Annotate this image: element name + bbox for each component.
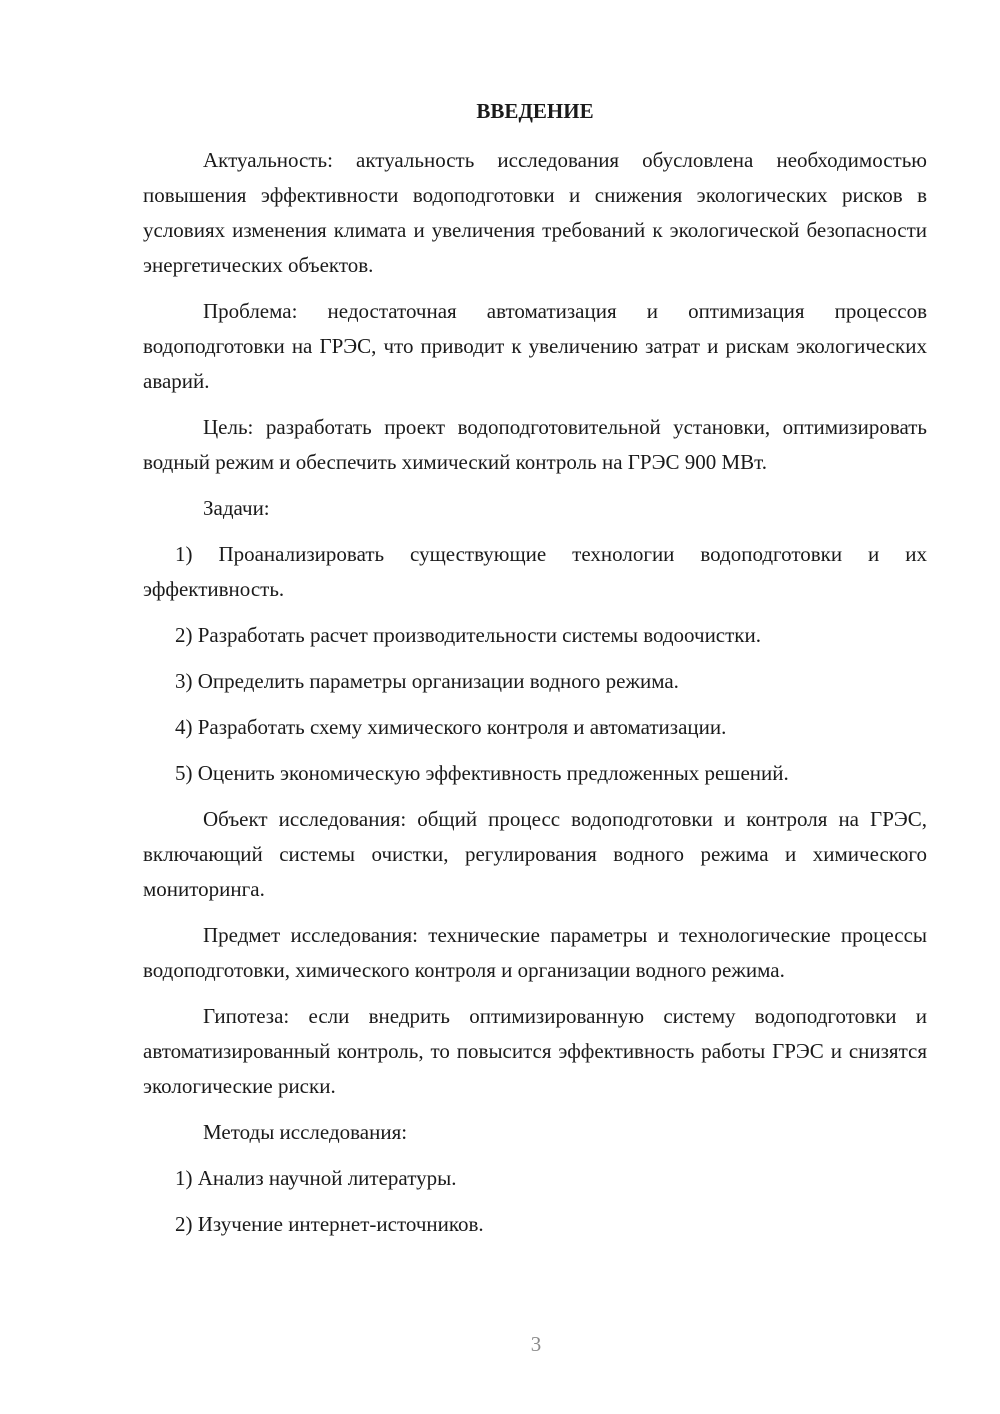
tasks-heading: Задачи: (203, 496, 270, 520)
page-content (143, 94, 927, 1253)
task-item-3: 3) Определить параметры организации водного режима. (175, 669, 679, 693)
paragraph-problem: Проблема: недостаточная автоматизация и оптимизация процессов водоподготовки на ГРЭС, что приводит к увеличению затрат и рискам экологических аварий. (143, 299, 927, 393)
task-item-4: 4) Разработать схему химического контроля и автоматизации. (175, 715, 727, 739)
method-item-2: 2) Изучение интернет-источников. (175, 1212, 484, 1236)
paragraph-subject: Предмет исследования: технические параметры и технологические процессы водоподготовки, химического контроля и организации водного режима. (143, 923, 927, 982)
task-item-2: 2) Разработать расчет производительности системы водоочистки. (175, 623, 762, 647)
task-item-1: 1) Проанализировать существующие технологии водоподготовки и их эффективность. (143, 542, 927, 601)
paragraph-relevance: Актуальность: актуальность исследования обусловлена необходимостью повышения эффективности водоподготовки и снижения экологических рисков в условиях изменения климата и увеличения требований к экологической безопасности энергетических объектов. (143, 148, 927, 277)
page-title: ВВЕДЕНИЕ (476, 99, 594, 123)
methods-heading: Методы исследования: (203, 1120, 408, 1144)
paragraph-hypothesis: Гипотеза: если внедрить оптимизированную систему водоподготовки и автоматизированный контроль, то повысится эффективность работы ГРЭС и снизятся экологические риски. (143, 1004, 927, 1098)
page-number: 3 (530, 1332, 542, 1356)
task-item-5: 5) Оценить экономическую эффективность предложенных решений. (175, 761, 789, 785)
paragraph-goal: Цель: разработать проект водоподготовительной установки, оптимизировать водный режим и обеспечить химический контроль на ГРЭС 900 МВт. (143, 415, 927, 474)
method-item-1: 1) Анализ научной литературы. (175, 1166, 457, 1190)
paragraph-object: Объект исследования: общий процесс водоподготовки и контроля на ГРЭС, включающий системы очистки, регулирования водного режима и химического мониторинга. (143, 807, 927, 901)
